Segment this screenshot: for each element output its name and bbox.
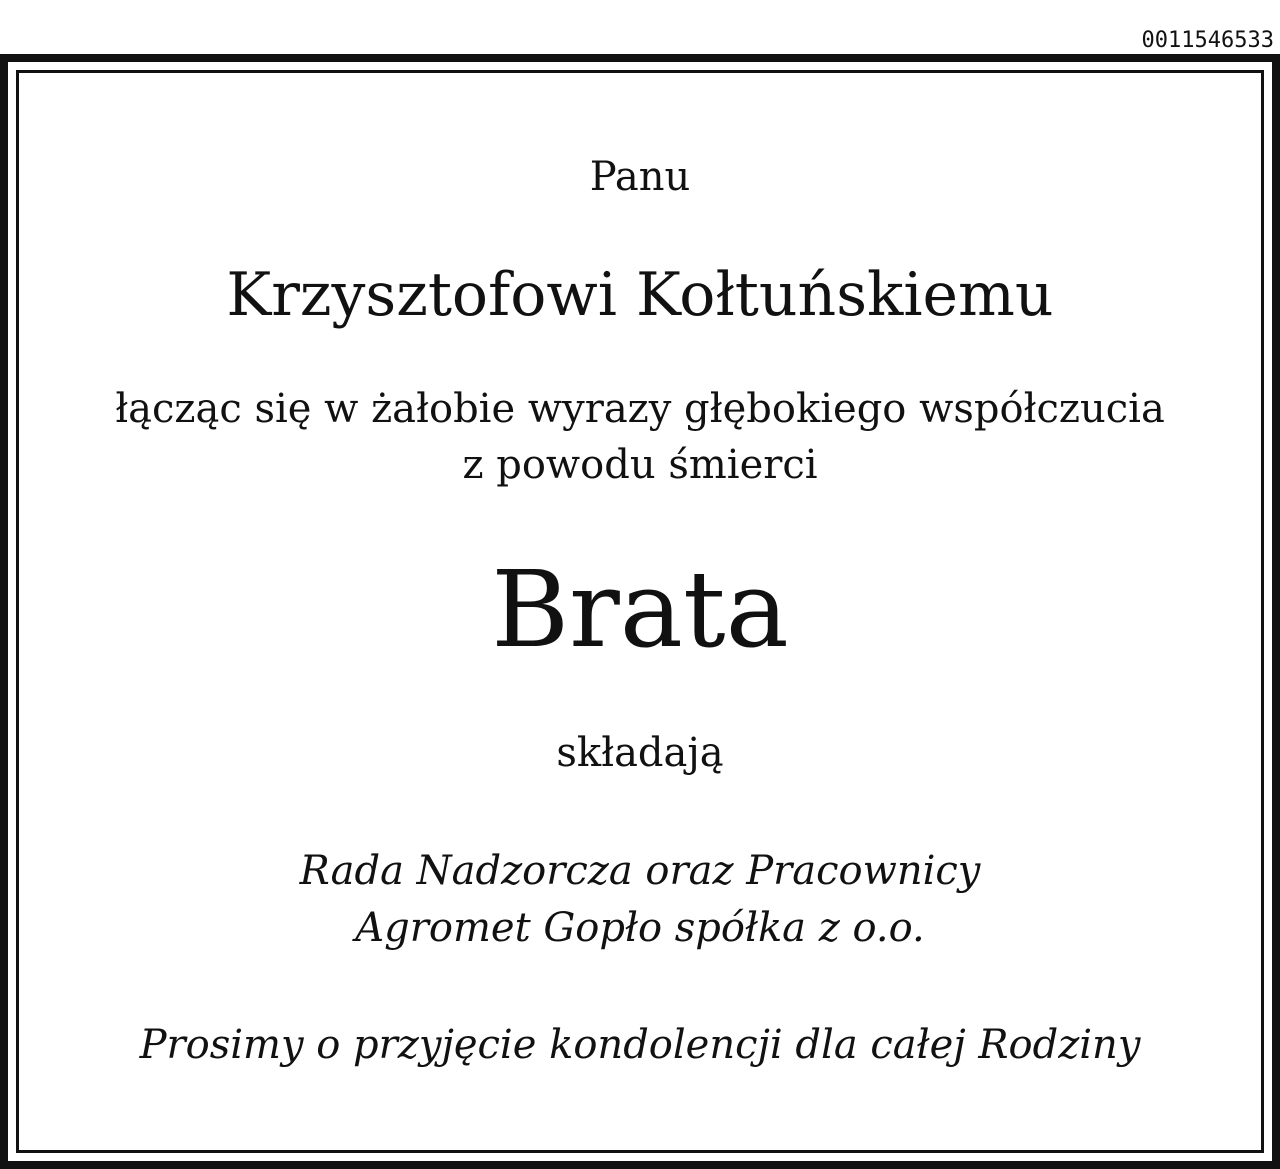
from-label: składają: [556, 730, 724, 776]
sender-line-1: Rada Nadzorcza oraz Pracownicy: [299, 848, 981, 894]
condolence-text-line-1: łącząc się w żałobie wyrazy głębokiego współczucia: [115, 386, 1165, 432]
condolence-text-line-2: z powodu śmierci: [462, 442, 818, 488]
recipient-name: Krzysztofowi Kołtuńskiemu: [226, 260, 1054, 330]
salutation: Panu: [589, 154, 691, 200]
deceased-relation: Brata: [491, 548, 789, 671]
closing-request: Prosimy o przyjęcie kondolencji dla całej Rodziny: [139, 1022, 1141, 1068]
ad-id-number: 0011546533: [1141, 28, 1274, 53]
sender-line-2: Agromet Gopło spółka z o.o.: [355, 905, 925, 951]
